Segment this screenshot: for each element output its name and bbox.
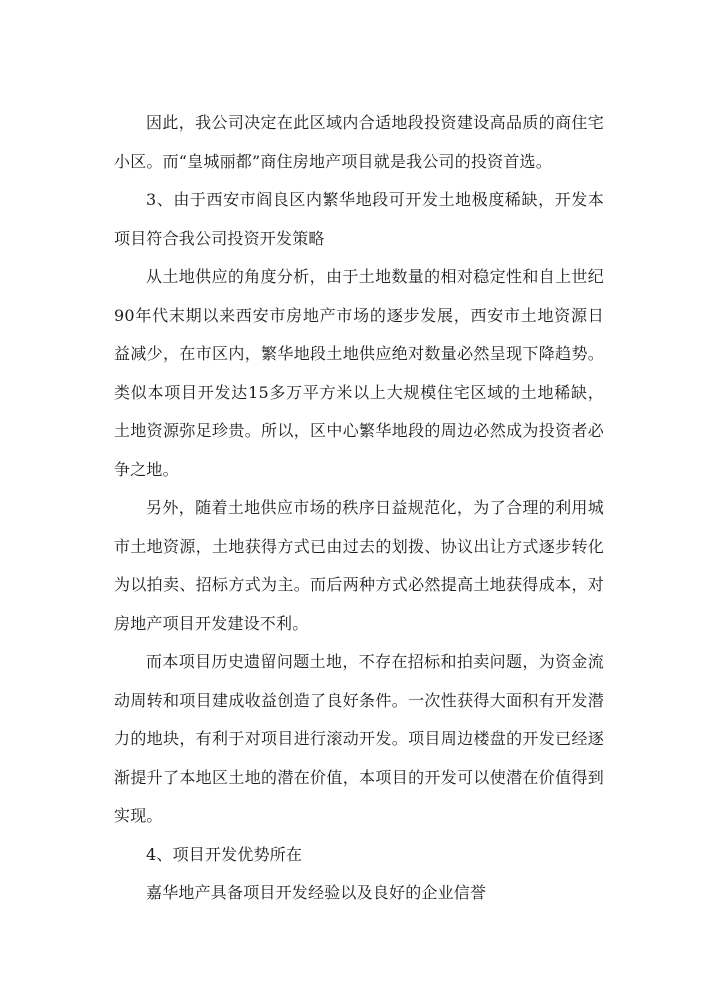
section-heading-3: 3、由于西安市阎良区内繁华地段可开发土地极度稀缺，开发本项目符合我公司投资开发策略: [114, 190, 604, 248]
paragraph-land-supply: 从土地供应的角度分析，由于土地数量的相对稳定性和自上世纪90年代末期以来西安市房地产市场的逐步发展，西安市土地资源日益减少，在市区内，繁华地段土地供应绝对数量必然呈现下降趋势。类似本项目开发达15多万平方米以上大规模住宅区域的土地稀缺，土地资源弥足珍贵。所以，区中心繁华地段的周边必然成为投资者必争之地。: [114, 267, 604, 479]
paragraph-land-market: 另外，随着土地供应市场的秩序日益规范化，为了合理的利用城市土地资源，土地获得方式已由过去的划拨、协议出让方式逐步转化为以拍卖、招标方式为主。而后两种方式必然提高土地获得成本，对房地产项目开发建设不利。: [114, 498, 604, 633]
paragraph-investment-choice: 因此，我公司决定在此区域内合适地段投资建设高品质的商住宅小区。而“皇城丽都”商住房地产项目就是我公司的投资首选。: [114, 113, 604, 171]
document-body: [114, 104, 604, 913]
section-heading-4: 4、项目开发优势所在: [146, 844, 303, 864]
paragraph-developer-advantage: 嘉华地产具备项目开发经验以及良好的企业信誉: [146, 883, 487, 902]
paragraph-project-land: 而本项目历史遗留问题土地，不存在招标和拍卖问题，为资金流动周转和项目建成收益创造了良好条件。一次性获得大面积有开发潜力的地块，有利于对项目进行滚动开发。项目周边楼盘的开发已经逐渐提升了本地区土地的潜在价值，本项目的开发可以使潜在价值得到实现。: [114, 652, 604, 825]
